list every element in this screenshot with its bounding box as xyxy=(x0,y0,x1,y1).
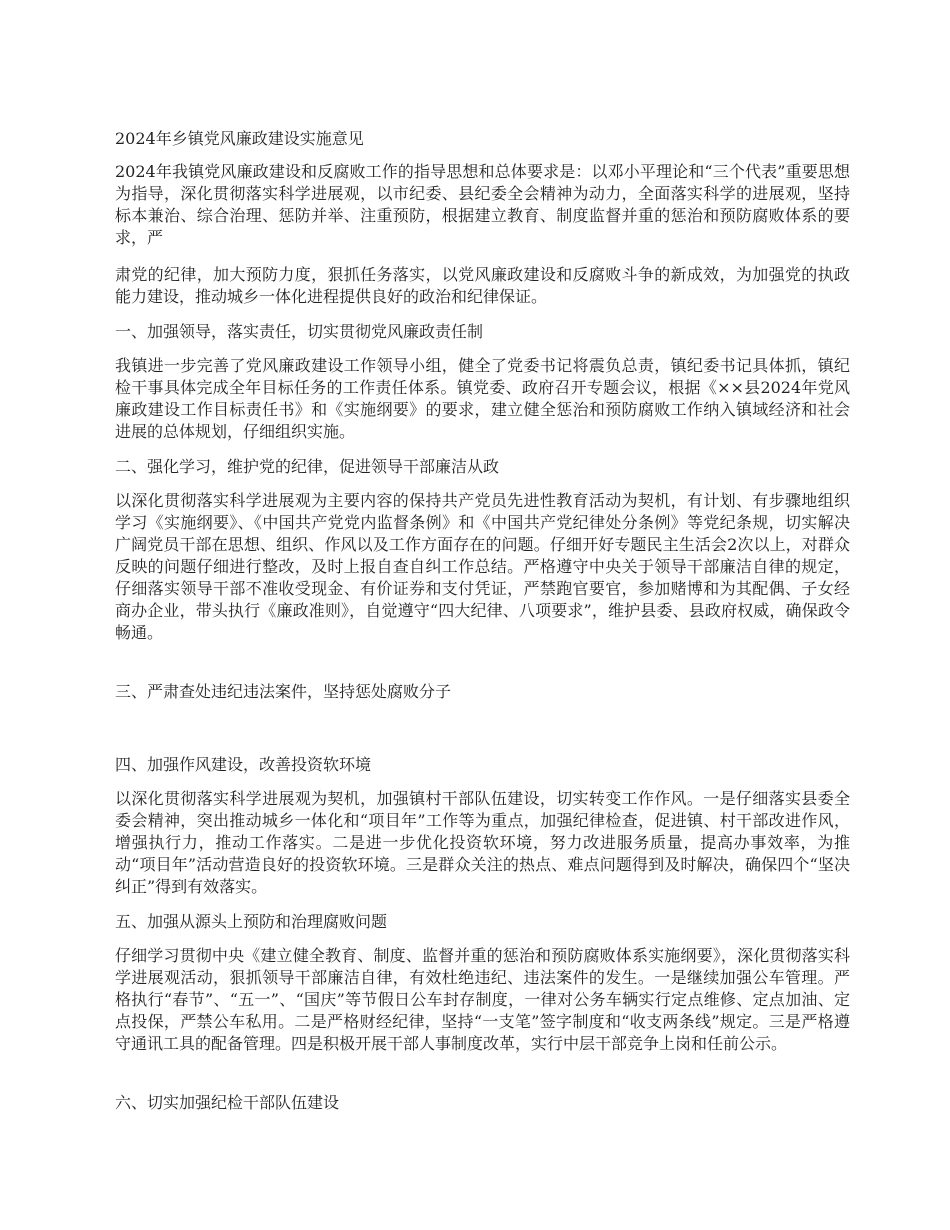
paragraph-section-2: 以深化贯彻落实科学进展观为主要内容的保持共产党员先进性教育活动为契机，有计划、有步骤地组织学习《实施纲要》、《中国共产党党内监督条例》和《中国共产党纪律处分条例》等党纪条规，切实解决广阔党员干部在思想、组织、作风以及工作方面存在的问题。仔细开好专题民主生活会2次以上，对群众反映的问题仔细进行整改，及时上报自查自纠工作总结。严格遵守中央关于领导干部廉洁自律的规定，仔细落实领导干部不准收受现金、有价证券和支付凭证，严禁跑官要官，参加赌博和为其配偶、子女经商办企业，带头执行《廉政准则》，自觉遵守“四大纪律、八项要求”，维护县委、县政府权威，确保政令畅通。 xyxy=(115,491,850,642)
paragraph-section-1: 我镇进一步完善了党风廉政建设工作领导小组，健全了党委书记将震负总责，镇纪委书记具体抓，镇纪检干事具体完成全年目标任务的工作责任体系。镇党委、政府召开专题会议，根据《××县2024年党风廉政建设工作目标责任书》和《实施纲要》的要求，建立健全惩治和预防腐败工作纳入镇域经济和社会进展的总体规划，仔细组织实施。 xyxy=(115,356,850,441)
section-heading-2: 二、强化学习，维护党的纪律，促进领导干部廉洁从政 xyxy=(115,457,500,476)
section-heading-4: 四、加强作风建设，改善投资软环境 xyxy=(115,755,372,774)
section-heading-3: 三、严肃查处违纪违法案件，坚持惩处腐败分子 xyxy=(115,682,452,701)
section-heading-6: 六、切实加强纪检干部队伍建设 xyxy=(115,1093,340,1112)
section-heading-1: 一、加强领导，落实责任，切实贯彻党风廉政责任制 xyxy=(115,322,484,341)
paragraph-intro-continued: 肃党的纪律，加大预防力度，狠抓任务落实，以党风廉政建设和反腐败斗争的新成效，为加强党的执政能力建设，推动城乡一体化进程提供良好的政治和纪律保证。 xyxy=(115,265,850,306)
document-title: 2024年乡镇党风廉政建设实施意见 xyxy=(115,129,364,148)
paragraph-intro: 2024年我镇党风廉政建设和反腐败工作的指导思想和总体要求是：以邓小平理论和“三个代表”重要思想为指导，深化贯彻落实科学进展观，以市纪委、县纪委全会精神为动力，全面落实科学的进展观，坚持标本兼治、综合治理、惩防并举、注重预防，根据建立教育、制度监督并重的惩治和预防腐败体系的要求，严 xyxy=(115,162,850,247)
section-heading-5: 五、加强从源头上预防和治理腐败问题 xyxy=(115,912,388,931)
paragraph-section-4: 以深化贯彻落实科学进展观为契机，加强镇村干部队伍建设，切实转变工作作风。一是仔细落实县委全委会精神，突出推动城乡一体化和“项目年”工作等为重点，加强纪律检查，促进镇、村干部改进作风，增强执行力，推动工作落实。二是进一步优化投资软环境，努力改进服务质量，提高办事效率，为推动“项目年”活动营造良好的投资软环境。三是群众关注的热点、难点问题得到及时解决，确保四个“坚决纠正”得到有效落实。 xyxy=(115,789,850,896)
paragraph-section-5: 仔细学习贯彻中央《建立健全教育、制度、监督并重的惩治和预防腐败体系实施纲要》，深化贯彻落实科学进展观活动，狠抓领导干部廉洁自律，有效杜绝违纪、违法案件的发生。一是继续加强公车管理。严格执行“春节”、“五一”、“国庆”等节假日公车封存制度，一律对公务车辆实行定点维修、定点加油、定点投保，严禁公车私用。二是严格财经纪律，坚持“一支笔”签字制度和“收支两条线”规定。三是严格遵守通讯工具的配备管理。四是积极开展干部人事制度改革，实行中层干部竞争上岗和任前公示。 xyxy=(115,946,850,1053)
